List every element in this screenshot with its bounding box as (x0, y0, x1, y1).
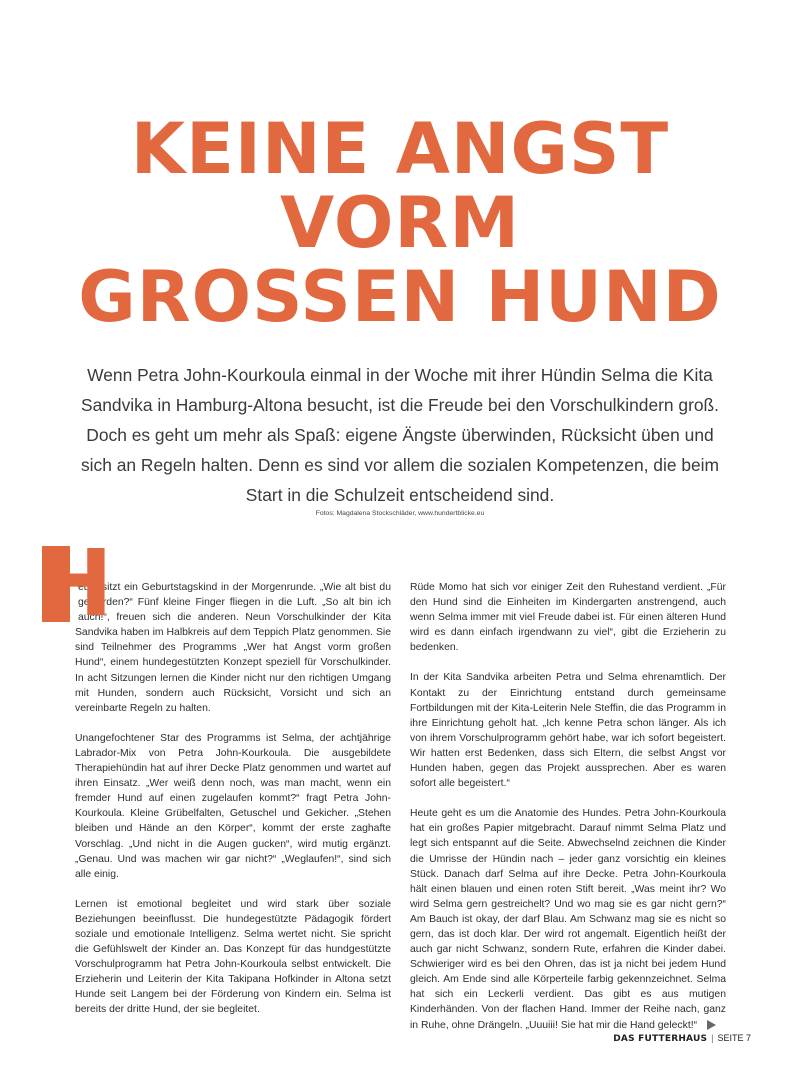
footer-brand: DAS FUTTERHAUS (613, 1034, 708, 1044)
left-column (36, 530, 391, 1033)
article-paragraph (410, 806, 726, 1032)
dropcap (36, 530, 113, 637)
footer-separator: | (711, 1033, 714, 1043)
headline (0, 108, 800, 338)
headline-line: VORM (279, 182, 520, 264)
page-number: SEITE 7 (717, 1033, 751, 1043)
photo-credit: Fotos: Magdalena Stockschläder, www.hundertblicke.eu (315, 510, 485, 517)
headline-line: KEINE ANGST (130, 108, 670, 190)
headline-line: GROSSEN HUND (78, 256, 722, 338)
triangle-right-icon (707, 1020, 716, 1030)
article-paragraph (36, 530, 391, 716)
paragraph-text: Heute geht es um die Anatomie des Hundes. Petra John-Kourkoula hat ein großes Papier mitgebracht. Darauf nimmt Selma Platz und legt sich entspannt auf die Seite. Abwechselnd zeichnen die Kinder die Umrisse der Hündin nach – jeder ganz vorsichtig ein kleines Stück. Danach darf Selma auf ihre Decke. Petra John-Kourkoula hält einen blauen und einen roten Stift bereit. „Was meint ihr? Wo wird Selma gern gestreichelt? Und wo mag sie es gar nicht gern?“ Am Bauch ist okay, der darf Blau. Am Schwanz mag sie es nicht so gern, das ist doch klar. Der wird rot angemalt. Eigentlich heißt der auch gar nicht Schwanz, sondern Rute, erfahren die Kinder dabei. Schwieriger wird es bei den Ohren, das ist ja nicht bei jedem Hund gleich. Am Ende sind alle Körperteile farbig gekennzeichnet. Selma hat sich ein Leckerli verdient. Das gibt es aus mutigen Kinderhänden. Von der flachen Hand. Immer der Reihe nach, ganz in Ruhe, ohne Drängeln. „Uuuiii! Sie hat mir die Hand geleckt!“ (410, 808, 726, 1031)
lead-paragraph: Wenn Petra John-Kourkoula einmal in der Woche mit ihrer Hündin Selma die Kita Sandvika in Hamburg-Altona besucht, ist die Freude bei den Vorschulkindern groß. Doch es geht um mehr als Spaß: eigene Ängste überwinden, Rücksicht üben und sich an Regeln halten. Denn es sind vor allem die sozialen Kompetenzen, die beim Start in die Schulzeit entscheidend sind. (80, 365, 720, 505)
article-paragraph: Rüde Momo hat sich vor einiger Zeit den Ruhestand verdient. „Für den Hund sind die Einheiten im Kindergarten anstrengend, auch wenn Selma immer mit viel Freude dabei ist. Für einen älteren Hund wird es dann einfach irgendwann zu viel“, gibt die Erzieherin zu bedenken. (410, 582, 726, 654)
article-paragraph: In der Kita Sandvika arbeiten Petra und Selma ehrenamtlich. Der Kontakt zu der Einrichtung entstand durch gemeinsame Fortbildungen mit der Kita-Leiterin Nele Steffin, die das Programm in ihre Einrichtung geholt hat. „Ich kenne Petra schon länger. Als ich von ihrem Vorschulprogramm gehört habe, war ich sofort begeistert. Wir hatten erst Bedenken, dass sich Eltern, die selbst Angst vor Hunden haben, gegen das Projekt aussprechen. Aber es waren sofort alle begeistert.“ (410, 672, 726, 790)
page-footer (613, 1033, 751, 1044)
dropcap-letter: H (36, 530, 113, 637)
article-paragraph: Unangefochtener Star des Programms ist Selma, der achtjährige Labrador-Mix von Petra John-Kourkoula. Die ausgebildete Therapiehündin hat auf ihrer Decke Platz genommen und wartet auf ihren Einsatz. „Wer weiß denn noch, was man macht, wenn ein fremder Hund auf einen zugelaufen kommt?“ fragt Petra John-Kourkoula. Kleine Grübelfalten, Getuschel und Gekicher. „Stehen bleiben und Hände an den Körper“, kommt der erste zaghafte Vorschlag. „Und nicht in die Augen gucken“, wird mutig ergänzt. „Genau. Und was machen wir gar nicht?“ „Weglaufen!“, sind sich alle einig. (75, 732, 391, 880)
right-column (410, 580, 726, 1048)
article-paragraph: Lernen ist emotional begleitet und wird stark über soziale Beziehungen beeinflusst. Die hundegestützte Pädagogik fördert soziale und emotionale Intelligenz. Selma wertet nicht. Sie spricht die Gefühlswelt der Kinder an. Das Konzept für das hundgestützte Vorschulprogramm hat Petra John-Kourkoula selbst entwickelt. Die Erzieherin und Leiterin der Kita Takipana Hofkinder in Altona setzt Hunde seit Langem bei der Förderung von Kindern ein. Selma ist bereits der dritte Hund, der sie begleitet. (75, 898, 391, 1016)
paragraph-text: eute sitzt ein Geburtstagskind in der Morgenrunde. „Wie alt bist du geworden?“ Fünf kleine Finger fliegen in die Luft. „So alt bin ich auch!“, freuen sich die anderen. Neun Vorschulkinder der Kita Sandvika haben im Halbkreis auf dem Teppich Platz genommen. Sie sind Teilnehmer des Programms „Wer hat Angst vorm großen Hund“, einem hundegestützten Konzept speziell für Vorschulkinder. In acht Sitzungen lernen die Kinder nicht nur den richtigen Umgang mit Hunden, sondern auch Rücksicht, Vorsicht und sich an vereinbarte Regeln zu halten. (75, 582, 391, 714)
